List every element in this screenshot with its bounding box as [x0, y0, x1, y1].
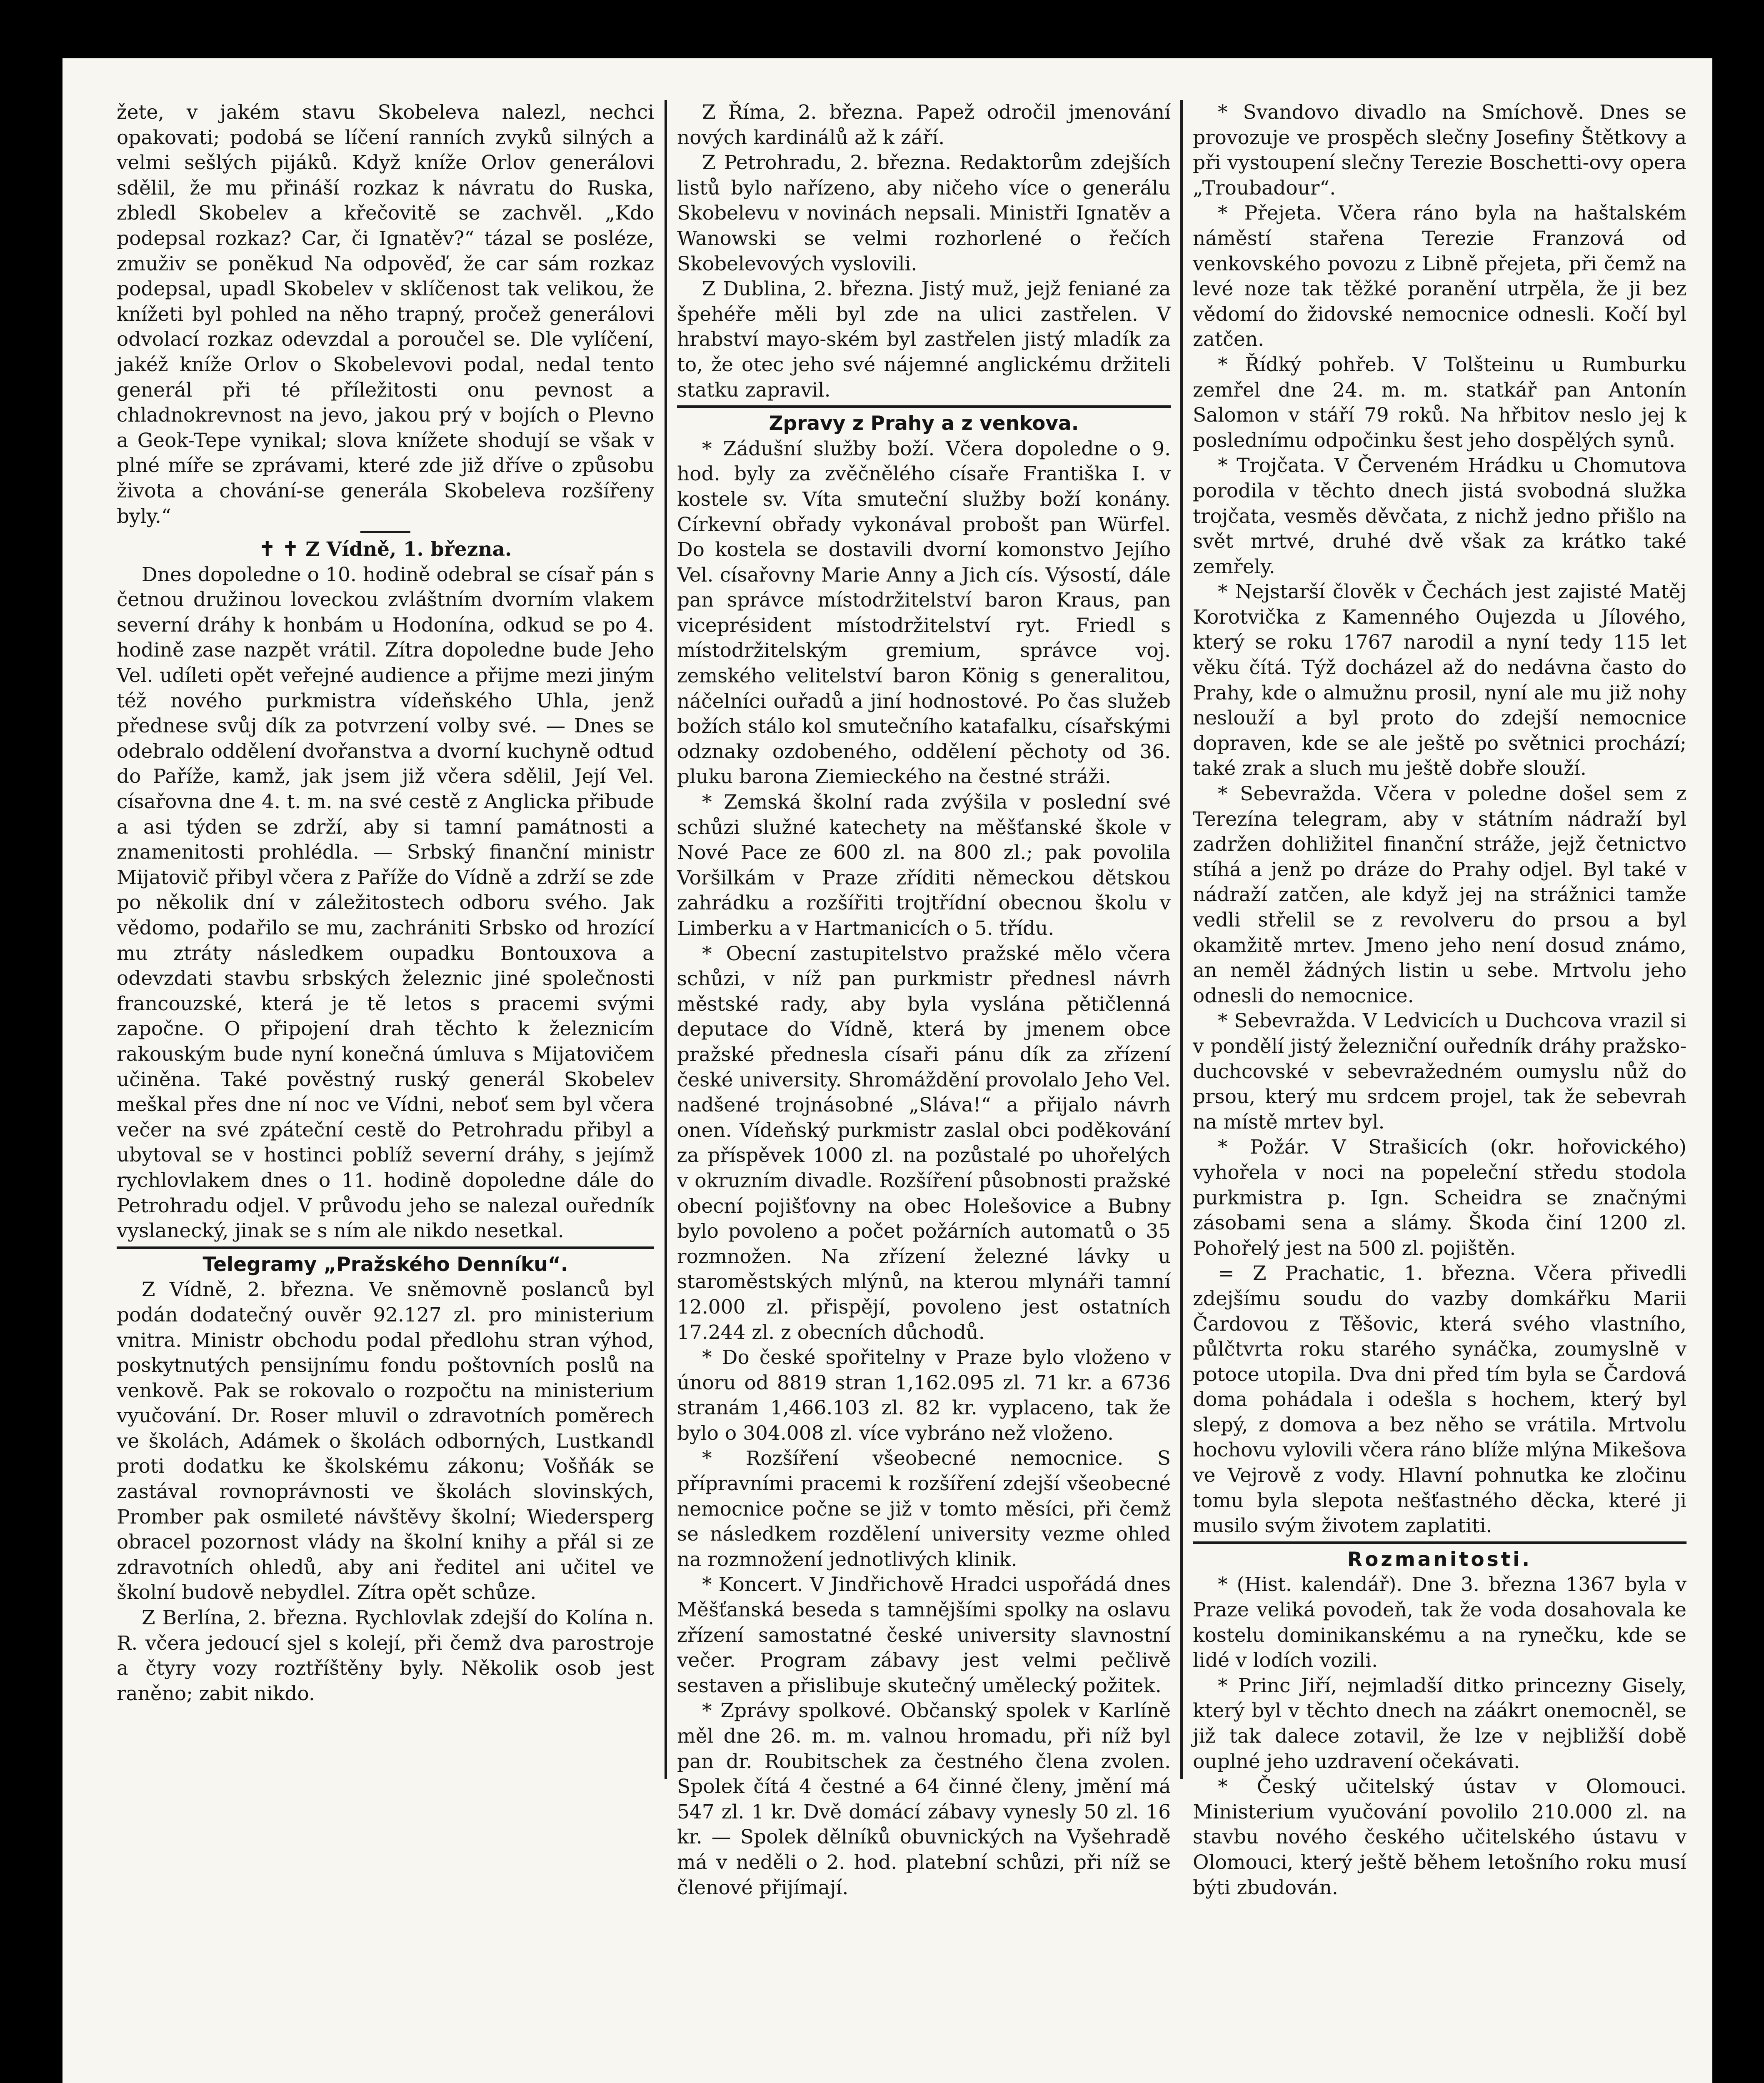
item-memorial-service: * Zádušní služby boží. Včera dopoledne o 9. hod. byly za zvěčnělého císaře Františka I. v kostele sv. Víta smuteční služby boží konány. Církevní obřady vykonával probošt pan Würfel. Do kostela se dostavili dvorní komonstvo Jejího Vel. císařovny Marie Anny a Jich cís. Výsostí, dále pan správce místodržitelství baron Kraus, pan viceprésident místodržitelství ryt. Friedl s místodržitelským gremium, správce voj. zemského velitelství baron König s generalitou, náčelníci ouřadů a jiní hodnostové. Po čas služeb božích stálo kol smutečního katafalku, císařskými odznaky ozdobeného, oddělení pěchoty od 36. pluku barona Ziemieckého na čestné stráži. [677, 437, 1171, 789]
section-rule [117, 1246, 654, 1249]
item-run-over: * Přejeta. Včera ráno byla na haštalském náměstí stařena Terezie Franzová od venkovského povozu z Libně přejeta, při čemž na levé noze tak těžké poranění utrpěla, že ji bez vědomí do židovské nemocnice odnesli. Kočí byl zatčen. [1193, 202, 1687, 351]
item-prachatice: = Z Prachatic, 1. března. Včera přivedli zdejšímu soudu do vazby domkářku Marii Čardovou z Těšovic, která svého vlastního, půlčtvrta roku starého synáčka, zoumyslně v potoce utopila. Dva dni před tím byla se Čardová doma pohádala i odešla s hochem, který byl slepý, z domova a bez něho se vrátila. Mrtvolu hochovu vylovili včera ráno blíže mlýna Mikešova ve Vejrově z vody. Hlavní pohnutka ke zločinu tomu byla slepota nešťastného děcka, které ji musilo svým životem zaplatiti. [1193, 1262, 1687, 1538]
column-divider [1180, 100, 1183, 1779]
telegram-berlin: Z Berlína, 2. března. Rychlovlak zdejší do Kolína n. R. včera jedoucí sjel s kolejí, při čemž dva parostroje a čtyry vozy roztříštěny byly. Několik osob jest raněno; zabit nikdo. [117, 1606, 654, 1705]
item-city-council: * Obecní zastupitelstvo pražské mělo včera schůzi, v níž pan purkmistr přednesl návrh městské rady, aby byla vyslána pětičlenná deputace do Vídně, která by jmenem obce pražské přednesla císaři pánu dík za zřízení české university. Shromáždění provolalo Jeho Vel. nadšené trojnásobné „Sláva!“ a přijalo návrh onen. Vídeňský purkmistr zaslal obci poděkování za příspěvek 1000 zl. na pozůstalé po uhořelých v okruzním divadle. Rozšíření působnosti pražské obecní pojišťovny na obec Holešovice a Bubny bylo povoleno a počet požárních automatů o 35 rozmnožen. Na zřízení železné lávky u staroměstských mlýnů, na kterou mlynáři tamní 12.000 zl. přispějí, povoleno jest ostatních 17.244 zl. z obecních důchodů. [677, 942, 1171, 1344]
column-2 [677, 100, 1171, 1901]
item-society-news: * Zprávy spolkové. Občanský spolek v Karlíně měl dne 26. m. m. valnou hromadu, při níž byl pan dr. Roubitschek za čestného člena zvolen. Spolek čítá 4 čestné a 64 činné členy, jmění má 547 zl. 1 kr. Dvě domácí zábavy vynesly 50 zl. 16 kr. — Spolek dělníků obuvnických na Vyšehradě má v neděli o 2. hod. platební schůzi, při níž se členové přijímají. [677, 1699, 1171, 1899]
telegrams-heading: Telegramy „Pražského Denníku“. [202, 1253, 568, 1276]
article-skobelev-end: žete, v jakém stavu Skobeleva nalezl, nechci opakovati; podobá se líčení ranních zvyků silných a velmi sešlých pijáků. Když kníže Orlov generálovi sdělil, že mu přináší rozkaz k návratu do Ruska, zbledl Skobelev a křečovitě se zachvěl. „Kdo podepsal rozkaz? Car, či Ignatěv?“ tázal se posléze, zmuživ se poněkud Na odpověď, že car sám rozkaz podepsal, upadl Skobelev v sklíčenost tak velikou, že knížeti byl pohled na něho trapný, pročež generálovi odvolací rozkaz odevzdal a poroučel se. Dle vylíčení, jakéž kníže Orlov o Skobelevovi podal, nedal tento generál při té příležitosti onu pevnost a chladnokrevnost na jevo, jakou prý v bojích o Plevno a Geok-Tepe vynikal; slova knížete shodují se však v plné míře se zprávami, které zde již dříve o způsobu života a chování-se generála Skobeleva rozšířeny byly.“ [117, 101, 654, 528]
item-prince: * Princ Jiří, nejmladší ditko princezny Gisely, který byl v těchto dnech na záákrt onemocněl, se již tak dalece zotavil, že lze v nejbližší době ouplné jeho uzdravení očekávati. [1193, 1674, 1687, 1773]
local-news-heading: Zpravy z Prahy a z venkova. [769, 412, 1079, 435]
item-triplets: * Trojčata. V Červeném Hrádku u Chomutova porodila v těchto dnech jistá svobodná služka trojčata, vesměs děvčata, z nichž jedno přišlo na svět mrtvé, druhé dvě však za krátko také zemřely. [1193, 454, 1687, 578]
separator [360, 531, 410, 533]
item-suicide-prague: * Sebevražda. Včera v poledne došel sem z Terezína telegram, aby v státním nádraží byl zadržen dohližitel finanční stráže, jejž četnictvo stíhá a jenž po dráze do Prahy odjel. Byl také v nádraží zatčen, ale když jej na strážnici tamže vedli střelil se z revolveru do prsou a byl okamžitě mrtev. Jmeno jeho není dosud známo, an neměl žádných listin u sebe. Mrtvolu jeho odnesli do nemocnice. [1193, 782, 1687, 1007]
section-rule [677, 405, 1171, 408]
item-suicide-ledvice: * Sebevražda. V Ledvicích u Duchcova vrazil si v pondělí jistý železniční ouředník dráhy pražsko-duchcovské v sebevražedném oumyslu nůž do prsou, který mu srdcem projel, tak že sebevrah na místě mrtev byl. [1193, 1009, 1687, 1134]
vienna-dateline: ✝ ✝ Z Vídně, 1. března. [259, 538, 512, 561]
item-hospital: * Rozšíření všeobecné nemocnice. S přípravními pracemi k rozšíření zdejší všeobecné nemocnice počne se již v tomto měsíci, při čemž se následkem rozdělení university vezme ohled na rozmnožení jednotlivých klinik. [677, 1447, 1171, 1571]
column-divider [665, 100, 667, 1779]
item-fire: * Požár. V Strašicích (okr. hořovického) vyhořela v noci na popeleční středu stodola purkmistra p. Ign. Scheidra se značnými zásobami sena a slámy. Škoda činí 1200 zl. Pohořelý jest na 500 zl. pojištěn. [1193, 1136, 1687, 1260]
telegram-vienna: Z Vídně, 2. března. Ve sněmovně poslanců byl podán dodatečný ouvěr 92.127 zl. pro ministerium vnitra. Ministr obchodu podal předlohu stran výhod, poskytnutých pensijnímu fondu poštovních poslů na venkově. Pak se rokovalo o rozpočtu na ministerium vyučování. Dr. Roser mluvil o zdravotních poměrech ve školách, Adámek o školách odborných, Lustkandl proti dodatku ke školskému zákonu; Vošňák se zastával rovnoprávnosti ve školách slovinských, Promber pak osmileté návštěvy školní; Wiedersperg obracel pozornost vlády na školní knihy a přál si ze zdravotních ohledů, aby ani ředitel ani učitel ve školní budově nebydlel. Zítra opět schůze. [117, 1278, 654, 1604]
item-oldest-man: * Nejstarší člověk v Čechách jest zajisté Matěj Korotvička z Kamenného Oujezda u Jílového, který se roku 1767 narodil a nyní tedy 115 let věku čítá. Týž docházel až do nedávna často do Prahy, kde o almužnu prosil, nyní ale mu již nohy neslouží a byl proto do zdejší nemocnice dopraven, kde se ale ještě po světnici prochází; také zrak a sluch mu ještě dobře slouží. [1193, 580, 1687, 780]
telegram-dublin: Z Dublina, 2. března. Jistý muž, jejž feniané za špehéře měli byl zde na ulici zastřelen. V hrabství mayo-ském byl zastřelen jistý mladík za to, že otec jeho své nájemné anglickému držiteli statku zapravil. [677, 277, 1171, 402]
item-historical-calendar: * (Hist. kalendář). Dne 3. března 1367 byla v Praze veliká povodeň, tak že voda dosahovala ke kostelu dominikanskému a na rynečku, kde se lidé v lodích vozili. [1193, 1573, 1687, 1672]
item-savings-bank: * Do české spořitelny v Praze bylo vloženo v únoru od 8819 stran 1,162.095 zl. 71 kr. a 6736 stranám 1,466.103 zl. 82 kr. vyplaceno, tak že bylo o 304.008 zl. více vybráno než vloženo. [677, 1346, 1171, 1445]
article-vienna: Dnes dopoledne o 10. hodině odebral se císař pán s četnou družinou loveckou zvláštním dvorním vlakem severní dráhy k honbám u Hodonína, odkud se po 4. hodině zase nazpět vrátil. Zítra dopoledne bude Jeho Vel. udíleti opět veřejné audience a přijme mezi jiným též nového purkmistra vídeňského Uhla, jenž přednese svůj dík za potvrzení volby své. — Dnes se odebralo oddělení dvořanstva a dvorní kuchyně odtud do Paříže, kamž, jak jsem již včera sdělil, Její Vel. císařovna dne 4. t. m. na své cestě z Anglicka přibude a asi týden se zdrží, aby si tamní památnosti a znamenitosti prohlédla. — Srbský finanční ministr Mijatovič přibyl včera z Paříže do Vídně a zdrží se zde po několik dní v záležitostech odboru svého. Jak vědomo, podařilo se mu, zachrániti Srbsko od hrozící mu ztráty následkem oupadku Bontouxova a odevzdati stavbu srbských železnic jiné společnosti francouzské, která je tě letos s pracemi svými započne. O připojení drah těchto k železnicím rakouským bude nyní konečná úmluva s Mijatovičem učiněna. Také pověstný ruský generál Skobelev meškal přes dne ní noc ve Vídni, neboť sem byl včera večer na své zpáteční cestě do Petrohradu přibyl a ubytoval se v hostinci poblíž severní dráhy, s jejímž rychlovlakem dnes o 11. hodině dopoledne dále do Petrohradu odjel. V průvodu jeho se nalezal ouředník vyslanecký, jinak se s ním ale nikdo nesetkal. [117, 563, 654, 1243]
telegram-rome: Z Říma, 2. března. Papež odročil jmenování nových kardinálů až k září. [677, 101, 1171, 149]
item-teachers-institute: * Český učitelský ústav v Olomouci. Ministerium vyučování povolilo 210.000 zl. na stavbu nového českého učitelského ústavu v Olomouci, který ještě během letošního roku musí býti zbudován. [1193, 1775, 1687, 1899]
telegram-petersburg: Z Petrohradu, 2. března. Redaktorům zdejších listů bylo nařízeno, aby ničeho více o generálu Skobelevu v novinách nepsali. Ministři Ignatěv a Wanowski se velmi rozhorlené o řečích Skobelevových vyslovili. [677, 151, 1171, 275]
miscellany-heading: Rozmanitosti. [1347, 1548, 1532, 1571]
item-funeral: * Řídký pohřeb. V Tolšteinu u Rumburku zemřel dne 24. m. m. statkář pan Antonín Salomon v stáří 79 roků. Na hřbitov neslo jej k poslednímu odpočinku šest jeho dospělých synů. [1193, 353, 1687, 452]
newspaper-page [62, 58, 1712, 2083]
column-3 [1193, 100, 1687, 1901]
section-rule [1193, 1541, 1687, 1544]
item-theatre: * Svandovo divadlo na Smíchově. Dnes se provozuje ve prospěch slečny Josefiny Štětkovy a při vystoupení slečny Terezie Boschetti-ovy opera „Troubadour“. [1193, 101, 1687, 200]
item-school-board: * Zemská školní rada zvýšila v poslední své schůzi služné katechety na měšťanské škole v Nové Pace ze 600 zl. na 800 zl.; pak povolila Voršilkám v Praze zříditi německou dětskou zahrádku a rozšířiti trojtřídní obecnou školu v Limberku a v Hartmanicích o 5. třídu. [677, 791, 1171, 940]
item-concert: * Koncert. V Jindřichově Hradci uspořádá dnes Měšťanská beseda s tamnějšími spolky na oslavu zřízení samostatné české university slavnostní večer. Program zábavy jest velmi pečlivě sestaven a přislibuje skutečný umělecký požitek. [677, 1573, 1171, 1697]
column-1 [117, 100, 654, 1706]
